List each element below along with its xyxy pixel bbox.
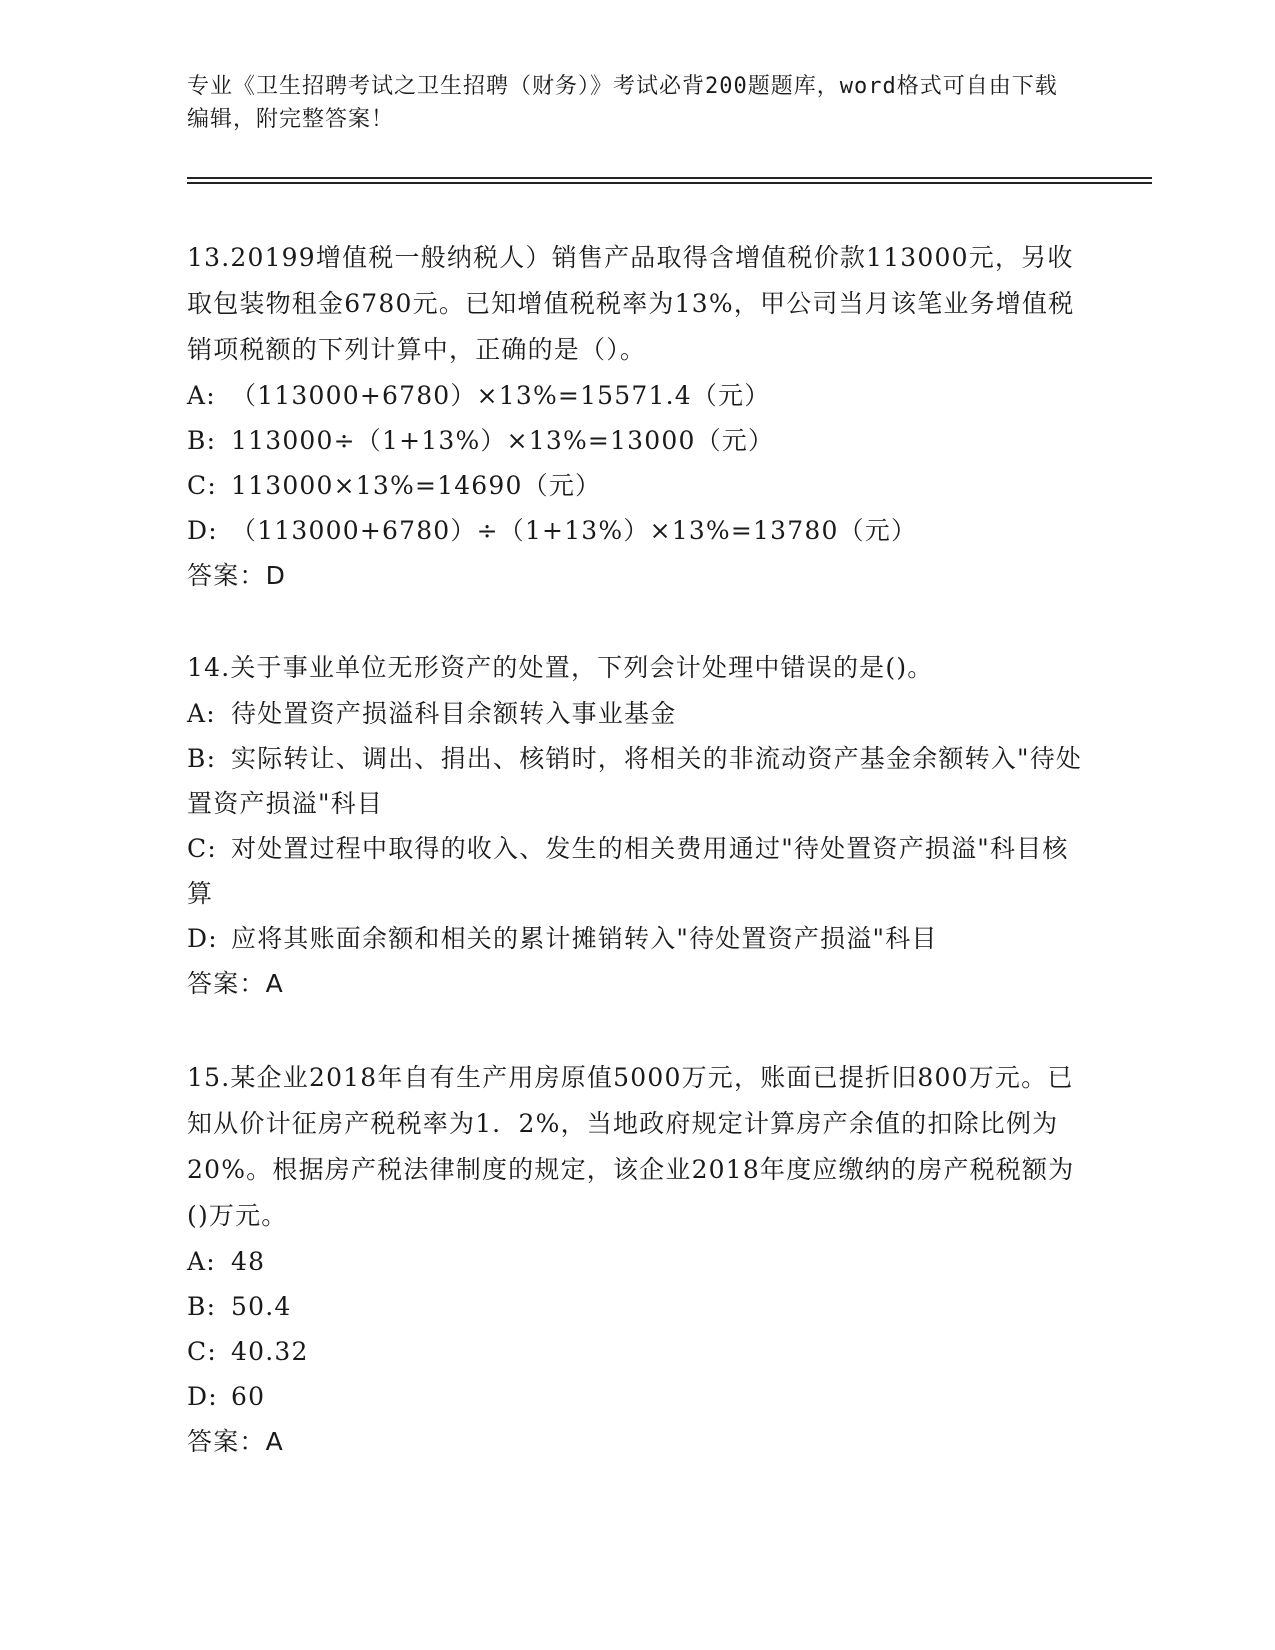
option-b [187,736,1087,826]
header-divider-bottom [187,182,1152,184]
answer: 答案：A [187,1427,284,1456]
answer: 答案：A [187,969,284,998]
option-d [187,1374,1087,1419]
option-text: 113000×13%=14690（元） [231,471,602,500]
question-stem: 14.关于事业单位无形资产的处置，下列会计处理中错误的是()。 [187,653,934,682]
option-label: A: [187,381,216,410]
option-text: 113000÷（1+13%）×13%=13000（元） [231,426,775,455]
option-b [187,1284,1087,1329]
question-14 [187,645,1087,1007]
option-c [187,463,1087,508]
option-text: （113000+6780）×13%=15571.4（元） [231,381,771,410]
option-label: D: [187,516,218,545]
option-text: 48 [231,1247,266,1276]
option-c [187,1329,1087,1374]
option-label: B: [187,1292,217,1321]
answer: 答案：D [187,561,287,590]
option-a [187,373,1087,418]
option-text: 对处置过程中取得的收入、发生的相关费用通过"待处置资产损溢"科目核算 [187,834,1069,908]
option-text: 待处置资产损溢科目余额转入事业基金 [231,699,677,728]
option-text: 60 [231,1382,266,1411]
option-d [187,916,1087,961]
option-d [187,508,1087,553]
header-text: 专业《卫生招聘考试之卫生招聘（财务）》考试必背200题题库，word格式可自由下载编辑，附完整答案！ [187,74,1058,132]
question-13 [187,235,1087,599]
option-label: A: [187,1247,216,1276]
option-text: 40.32 [231,1337,309,1366]
document-header [187,70,1067,136]
option-label: D: [187,1382,218,1411]
question-stem: 15.某企业2018年自有生产用房原值5000万元，账面已提折旧800万元。已知从价计征房产税税率为1．2%，当地政府规定计算房产余值的扣除比例为20%。根据房产税法律制度的规定，该企业2018年度应缴纳的房产税税额为()万元。 [187,1063,1075,1230]
option-text: 应将其账面余额和相关的累计摊销转入"待处置资产损溢"科目 [231,924,938,953]
option-label: C: [187,1337,217,1366]
option-label: A: [187,699,216,728]
option-text: 实际转让、调出、捐出、核销时，将相关的非流动资产基金余额转入"待处置资产损溢"科目 [187,744,1083,818]
option-text: （113000+6780）÷（1+13%）×13%=13780（元） [231,516,918,545]
option-label: B: [187,426,217,455]
question-stem: 13.20199增值税一般纳税人）销售产品取得含增值税价款113000元，另收取包装物租金6780元。已知增值税税率为13%，甲公司当月该笔业务增值税销项税额的下列计算中，正确的是（）。 [187,243,1075,364]
option-label: B: [187,744,217,773]
option-label: D: [187,924,218,953]
option-label: C: [187,471,217,500]
option-label: C: [187,834,217,863]
header-divider-top [187,177,1152,179]
option-a [187,1239,1087,1284]
option-c [187,826,1087,916]
option-a [187,691,1087,736]
option-text: 50.4 [231,1292,292,1321]
option-b [187,418,1087,463]
question-15 [187,1055,1087,1465]
